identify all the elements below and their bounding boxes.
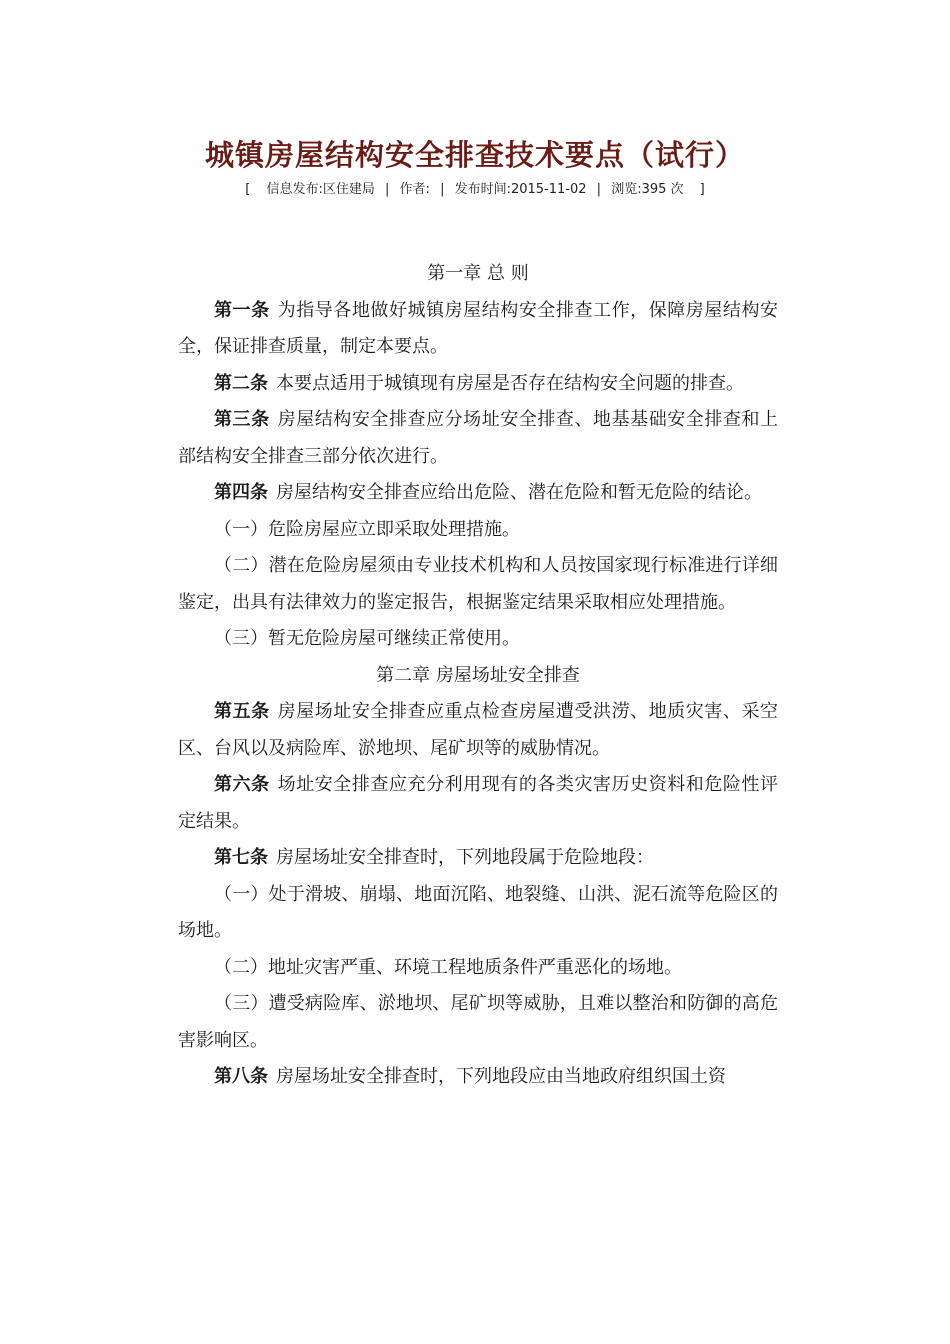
article-paragraph: [178, 402, 778, 475]
article-number: 第八条: [214, 1066, 268, 1087]
clause-item: （二）潜在危险房屋须由专业技术机构和人员按国家现行标准进行详细鉴定，出具有法律效力的鉴定报告，根据鉴定结果采取相应处理措施。: [178, 555, 778, 613]
clause-item: （一）危险房屋应立即采取处理措施。: [214, 518, 520, 540]
meta-separator: |: [440, 182, 445, 197]
article-number: 第三条: [214, 409, 270, 430]
meta-author: 作者:: [399, 182, 430, 197]
article-text: 为指导各地做好城镇房屋结构安全排查工作，保障房屋结构安全，保证排查质量，制定本要点。: [178, 299, 778, 357]
article-number: 第七条: [214, 847, 268, 868]
meta-publisher: 信息发布:区住建局: [266, 182, 375, 197]
article-paragraph: [178, 694, 778, 767]
article-number: 第二条: [214, 372, 268, 394]
article-number: 第六条: [214, 774, 270, 795]
article-paragraph: [178, 475, 778, 512]
article-paragraph: [178, 840, 778, 877]
article-number: 第四条: [214, 482, 268, 503]
article-number: 第一条: [214, 299, 270, 321]
article-paragraph: [178, 293, 778, 366]
document-body: [178, 256, 778, 1096]
meta-separator: |: [385, 182, 390, 197]
clause-item: （一）处于滑坡、崩塌、地面沉陷、地裂缝、山洪、泥石流等危险区的场地。: [178, 883, 778, 941]
meta-separator: |: [596, 182, 602, 197]
article-text: 房屋场址安全排查应重点检查房屋遭受洪涝、地质灾害、采空区、台风以及病险库、淤地坝、尾矿坝等的威胁情况。: [178, 701, 778, 759]
article-text: 房屋结构安全排查应给出危险、潜在危险和暂无危险的结论。: [276, 482, 762, 503]
article-paragraph: [178, 767, 778, 840]
article-meta: [0, 178, 950, 197]
article-text: 房屋场址安全排查时，下列地段属于危险地段：: [276, 847, 654, 868]
article-text: 房屋场址安全排查时，下列地段应由当地政府组织国土资: [276, 1066, 726, 1087]
meta-views: 浏览:395 次: [611, 182, 684, 197]
article-number: 第五条: [214, 701, 270, 722]
document-title: 城镇房屋结构安全排查技术要点（试行）: [204, 138, 745, 172]
meta-publish-time: 发布时间:2015-11-02: [454, 182, 587, 197]
clause-item: （三）遭受病险库、淤地坝、尾矿坝等威胁，且难以整治和防御的高危害影响区。: [178, 993, 778, 1051]
article-text: 本要点适用于城镇现有房屋是否存在结构安全问题的排查。: [276, 372, 744, 394]
meta-open-bracket: [: [245, 182, 251, 197]
meta-close-bracket: ]: [699, 182, 705, 197]
article-paragraph: [178, 1059, 778, 1096]
article-text: 场址安全排查应充分利用现有的各类灾害历史资料和危险性评定结果。: [178, 774, 778, 832]
article-text: 房屋结构安全排查应分场址安全排查、地基基础安全排查和上部结构安全排查三部分依次进行。: [178, 409, 778, 467]
chapter-heading: 第二章 房屋场址安全排查: [376, 664, 580, 686]
clause-item: （三）暂无危险房屋可继续正常使用。: [214, 628, 520, 649]
article-paragraph: [178, 366, 778, 403]
chapter-heading: 第一章 总 则: [427, 263, 529, 284]
clause-item: （二）地址灾害严重、环境工程地质条件严重恶化的场地。: [214, 956, 682, 978]
